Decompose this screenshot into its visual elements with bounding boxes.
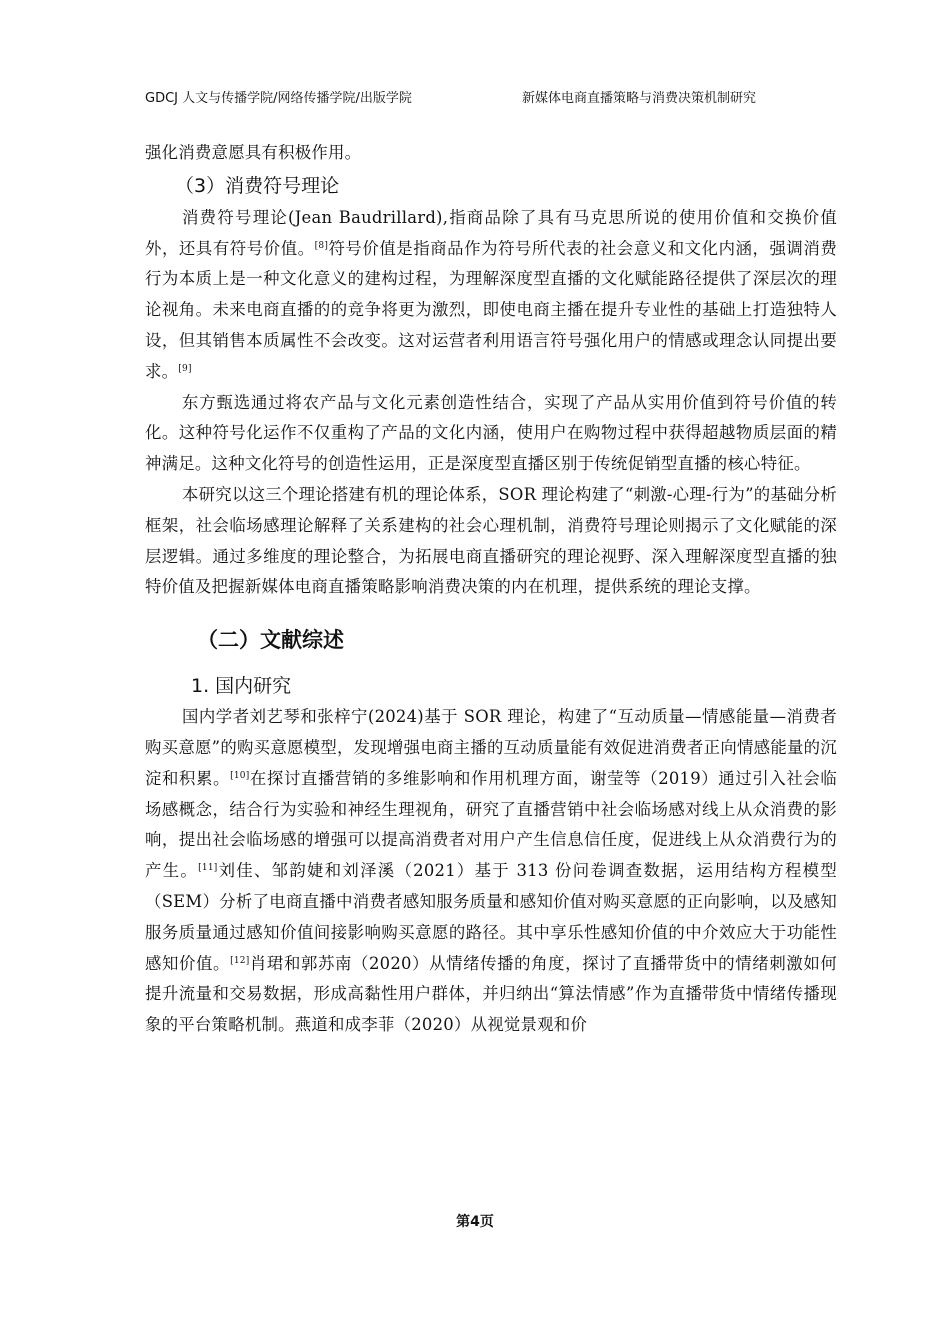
paragraph-text: 刘佳、邹韵婕和刘泽溪（2021）基于 313 份问卷调查数据，运用结构方程模型（SEM）分析了电商直播中消费者感知服务质量和感知价值对购买意愿的正向影响，以及感知服务质量通过感知价值间接影响购买意愿的路径。其中享乐性感知价值的中介效应大于功能性感知价值。 (145, 861, 838, 973)
page-body (145, 138, 837, 1041)
page-number: 第4页 (456, 1214, 494, 1230)
paragraph-text: 消费符号理论(Jean Baudrillard),指商品除了具有马克思所说的使用价值和交换价值外，还具有符号价值。 (145, 207, 837, 258)
subsection-heading-domestic: 1. 国内研究 (191, 675, 292, 698)
continued-paragraph: 强化消费意愿具有积极作用。 (145, 143, 362, 162)
paragraph-text: 在探讨直播营销的多维影响和作用机理方面，谢莹等（2019）通过引入社会临场感概念，结合行为实验和神经生理视角，研究了直播营销中社会临场感对线上从众消费的影响，提出社会临场感的增强可以提高消费者对用户产生信息信任度，促进线上从众消费行为的产生。 (145, 768, 837, 881)
paragraph-text: 国内学者刘艺琴和张梓宁(2024)基于 SOR 理论，构建了“互动质量—情感能量—消费者购买意愿”的购买意愿模型，发现增强电商主播的互动质量能有效促进消费者正向情感能量的沉淀和积累。 (145, 707, 837, 788)
running-header (145, 87, 805, 105)
citation-ref: [12] (230, 955, 250, 966)
paragraph-theory-system: 本研究以这三个理论搭建有机的理论体系，SOR 理论构建了“刺激-心理-行为”的基础分析框架，社会临场感理论解释了关系建构的社会心理机制，消费符号理论则揭示了文化赋能的深层逻辑。通过多维度的理论整合，为拓展电商直播研究的理论视野、深入理解深度型直播的独特价值及把握新媒体电商直播策略影响消费决策的内在机理，提供系统的理论支撑。 (145, 484, 837, 597)
header-paper-title: 新媒体电商直播策略与消费决策机制研究 (522, 91, 757, 106)
paragraph-symbol-theory (145, 203, 837, 388)
section-heading-consumer-symbol: （3）消费符号理论 (175, 174, 340, 197)
paragraph-domestic-research (145, 702, 837, 1041)
header-institution: GDCJ 人文与传播学院/网络传播学院/出版学院 (145, 91, 412, 106)
section-heading-literature-review: （二）文献综述 (197, 628, 344, 653)
paragraph-dongfang: 东方甄选通过将农产品与文化元素创造性结合，实现了产品从实用价值到符号价值的转化。这种符号化运作不仅重构了产品的文化内涵，使用户在购物过程中获得超越物质层面的精神满足。这种文化符号的创造性运用，正是深度型直播区别于传统促销型直播的核心特征。 (145, 392, 837, 474)
citation-ref: [10] (230, 770, 250, 781)
paragraph-text: 肖珺和郭苏南（2020）从情绪传播的角度，探讨了直播带货中的情绪刺激如何提升流量和交易数据，形成高黏性用户群体，并归纳出“算法情感”作为直播带货中情绪传播现象的平台策略机制。燕道和成李菲（2020）从视觉景观和价 (145, 953, 837, 1035)
citation-ref: [11] (198, 863, 218, 874)
citation-ref: [8] (314, 240, 329, 251)
paragraph-text: 符号价值是指商品作为符号所代表的社会意义和文化内涵，强调消费行为本质上是一种文化意义的建构过程，为理解深度型直播的文化赋能路径提供了深层次的理论视角。未来电商直播的的竞争将更为激烈，即使电商主播在提升专业性的基础上打造独特人设，但其销售本质属性不会改变。这对运营者利用语言符号强化用户的情感或理念认同提出要求。 (145, 238, 837, 381)
citation-ref: [9] (178, 363, 192, 374)
